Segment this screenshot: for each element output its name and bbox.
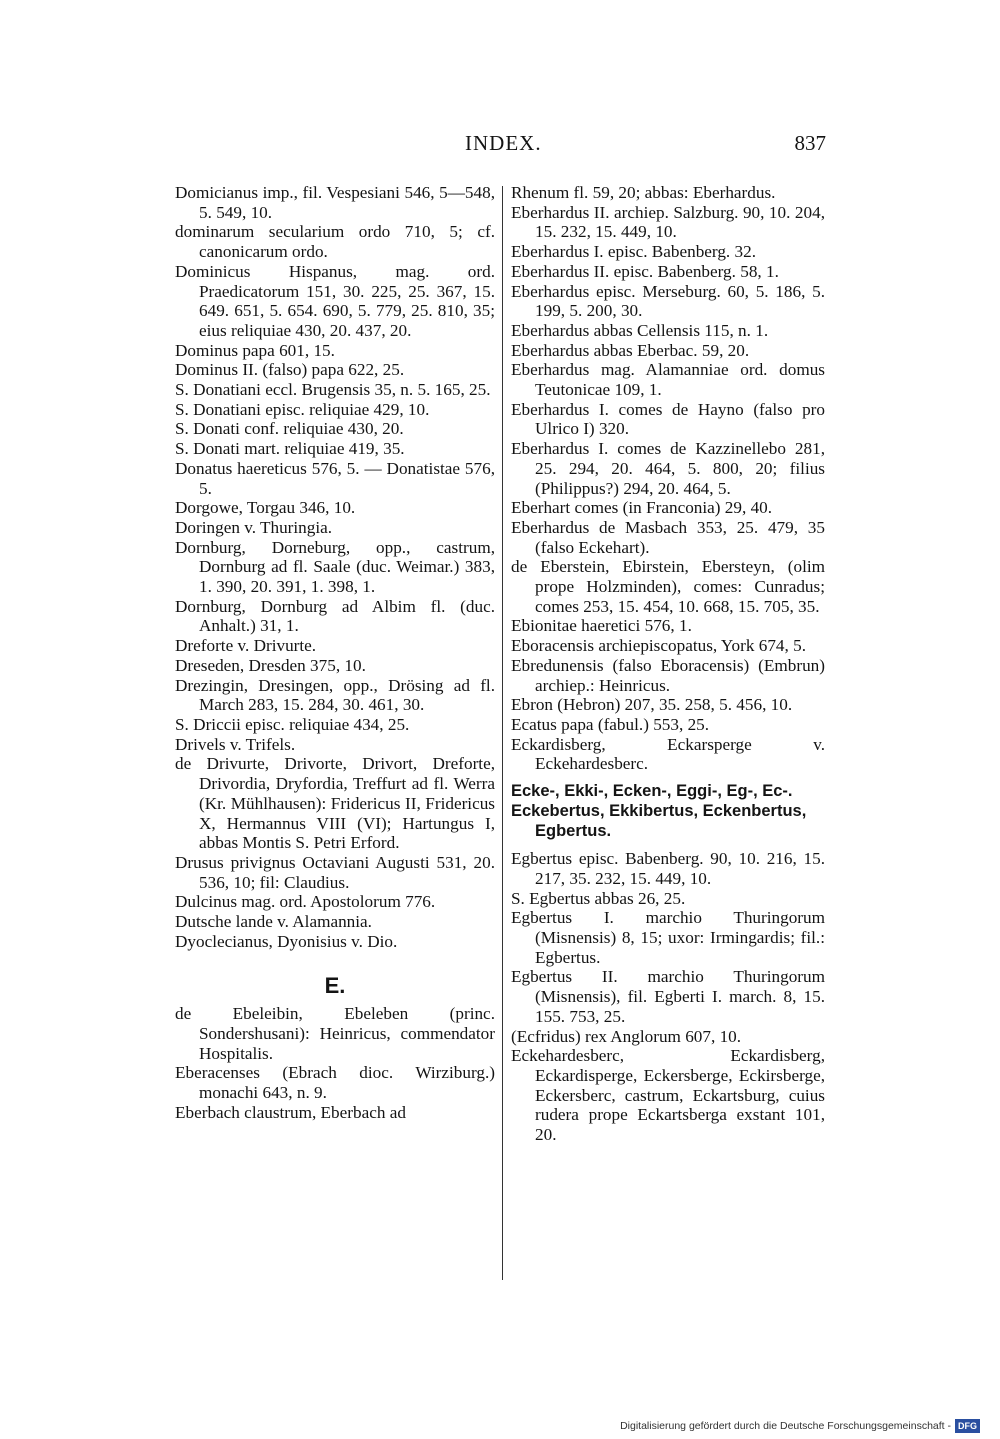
index-entry: Eberhardus abbas Eberbac. 59, 20. [511, 340, 750, 360]
index-entry: Drusus privignus Octaviani Augusti 531, 20. 536, 10; fil: Claudius. [175, 852, 495, 892]
index-entry: Eberhardus II. archiep. Salzburg. 90, 10. 204, 15. 232, 15. 449, 10. [511, 202, 825, 242]
left-column [175, 183, 495, 1122]
letter-heading: E. [324, 973, 346, 999]
index-entry: Drivels v. Trifels. [175, 734, 296, 754]
index-entry: Eberhardus mag. Alamanniae ord. domus Teutonicae 109, 1. [511, 360, 825, 400]
page-header [176, 131, 826, 159]
index-entry: Eberhardus abbas Cellensis 115, n. 1. [511, 320, 769, 340]
index-entry: Dyoclecianus, Dyonisius v. Dio. [175, 931, 398, 951]
page-title: INDEX. [465, 131, 542, 155]
index-entry: Dominicus Hispanus, mag. ord. Praedicatorum 151, 30. 225, 25. 367, 15. 649. 651, 5. 654. 690, 5. 779, 25. 810, 35; eius reliquiae 430, 20. 437, 20. [175, 261, 495, 340]
index-entry: Eboracensis archiepiscopatus, York 674, 5. [511, 636, 806, 656]
index-entry: de Drivurte, Drivorte, Drivort, Dreforte, Drivordia, Dryfordia, Treffurt ad fl. Werra (Kr. Mühlhausen): Fridericus II, Fridericus X, Hermannus VIII (VI); Hartungus I, abbas Montis S. Petri Erford. [175, 754, 495, 853]
index-entry: Drezingin, Dresingen, opp., Drösing ad fl. March 283, 15. 284, 30. 461, 30. [175, 675, 495, 715]
index-entry: Dulcinus mag. ord. Apostolorum 776. [175, 892, 436, 912]
index-entry: Dominus II. (falso) papa 622, 25. [175, 360, 405, 380]
index-entry: Eberhardus I. comes de Hayno (falso pro Ulrico I) 320. [511, 399, 825, 439]
index-entry: Egbertus II. marchio Thuringorum (Misnensis), fil. Egberti I. march. 8, 15. 155. 753, 25. [511, 967, 825, 1026]
index-entry: dominarum secularium ordo 710, 5; cf. canonicarum ordo. [175, 222, 495, 262]
index-entry: Domicianus imp., fil. Vespesiani 546, 5—548, 5. 549, 10. [175, 183, 495, 222]
index-entry: Rhenum fl. 59, 20; abbas: Eberhardus. [511, 183, 776, 202]
index-entry: Ebron (Hebron) 207, 35. 258, 5. 456, 10. [511, 695, 793, 715]
footer-text: Digitalisierung gefördert durch die Deutsche Forschungsgemeinschaft - [620, 1420, 951, 1432]
index-entry: Ebredunensis (falso Eboracensis) (Embrun) archiep.: Heinricus. [511, 655, 825, 695]
index-entry: Egbertus episc. Babenberg. 90, 10. 216, 15. 217, 35. 232, 15. 449, 10. [511, 849, 825, 888]
index-entry: S. Donati mart. reliquiae 419, 35. [175, 439, 405, 459]
index-entry: Donatus haereticus 576, 5. — Donatistae 576, 5. [175, 458, 495, 498]
index-entry: Dorgowe, Torgau 346, 10. [175, 498, 356, 518]
index-entry: (Ecfridus) rex Anglorum 607, 10. [511, 1026, 742, 1046]
page-number: 837 [794, 131, 826, 155]
index-entry: Eberhardus I. comes de Kazzinellebo 281, 25. 294, 20. 464, 5. 800, 20; filius (Philippus?) 294, 20. 464, 5. [511, 439, 825, 498]
index-entry: Eberhardus episc. Merseburg. 60, 5. 186, 5. 199, 5. 200, 30. [511, 281, 825, 321]
index-entry: Ebionitae haeretici 576, 1. [511, 616, 692, 636]
index-entry: S. Donati conf. reliquiae 430, 20. [175, 419, 404, 439]
index-entry: Eberhardus II. episc. Babenberg. 58, 1. [511, 261, 779, 281]
index-entry: Doringen v. Thuringia. [175, 517, 333, 537]
right-column [511, 183, 825, 1145]
index-entry: Dutsche lande v. Alamannia. [175, 912, 372, 932]
index-entry: Dominus papa 601, 15. [175, 340, 335, 360]
footer [620, 1419, 980, 1433]
index-entry: Dreforte v. Drivurte. [175, 636, 317, 656]
dfg-logo: DFG [955, 1419, 980, 1433]
index-entry: de Ebeleibin, Ebeleben (princ. Sondershusani): Heinricus, commendator Hospitalis. [175, 1004, 495, 1063]
index-entry: Eckardisberg, Eckarsperge v. Eckehardesberc. [511, 734, 825, 774]
index-entry: Eberhart comes (in Franconia) 29, 40. [511, 498, 773, 518]
name-group-heading: Ecke-, Ekki-, Ecken-, Eggi-, Eg-, Ec-. [511, 782, 793, 801]
column-divider [502, 186, 503, 1280]
index-entry: Eberbach claustrum, Eberbach ad [175, 1102, 406, 1122]
index-entry: S. Donatiani eccl. Brugensis 35, n. 5. 165, 25. [175, 380, 491, 400]
name-group-heading: Eckebertus, Ekkibertus, Eckenbertus, Egbertus. [511, 801, 807, 840]
index-entry: S. Egbertus abbas 26, 25. [511, 888, 686, 908]
index-entry: Ecatus papa (fabul.) 553, 25. [511, 714, 710, 734]
index-entry: S. Driccii episc. reliquiae 434, 25. [175, 714, 410, 734]
index-entry: Egbertus I. marchio Thuringorum (Misnensis) 8, 15; uxor: Irmingardis; fil.: Egbertus. [511, 908, 825, 967]
index-entry: de Eberstein, Ebirstein, Ebersteyn, (olim prope Holzminden), comes: Cunradus; comes 253, 15. 454, 10. 668, 15. 705, 35. [511, 557, 825, 616]
index-entry: Dornburg, Dornburg ad Albim fl. (duc. Anhalt.) 31, 1. [175, 596, 495, 636]
index-entry: Eberhardus I. episc. Babenberg. 32. [511, 242, 757, 262]
index-entry: Dornburg, Dorneburg, opp., castrum, Dornburg ad fl. Saale (duc. Weimar.) 383, 1. 390, 20. 391, 1. 398, 1. [175, 537, 495, 597]
index-entry: Eckehardesberc, Eckardisberg, Eckardisperge, Eckersberge, Eckirsberge, Eckersberc, castrum, Eckartsburg, cuius rudera prope Eckartsberga exstant 101, 20. [511, 1046, 825, 1145]
index-entry: Dreseden, Dresden 375, 10. [175, 655, 366, 675]
index-entry: Eberhardus de Masbach 353, 25. 479, 35 (falso Eckehart). [511, 517, 825, 557]
index-entry: S. Donatiani episc. reliquiae 429, 10. [175, 399, 430, 419]
index-entry: Eberacenses (Ebrach dioc. Wirziburg.) monachi 643, n. 9. [175, 1063, 495, 1102]
